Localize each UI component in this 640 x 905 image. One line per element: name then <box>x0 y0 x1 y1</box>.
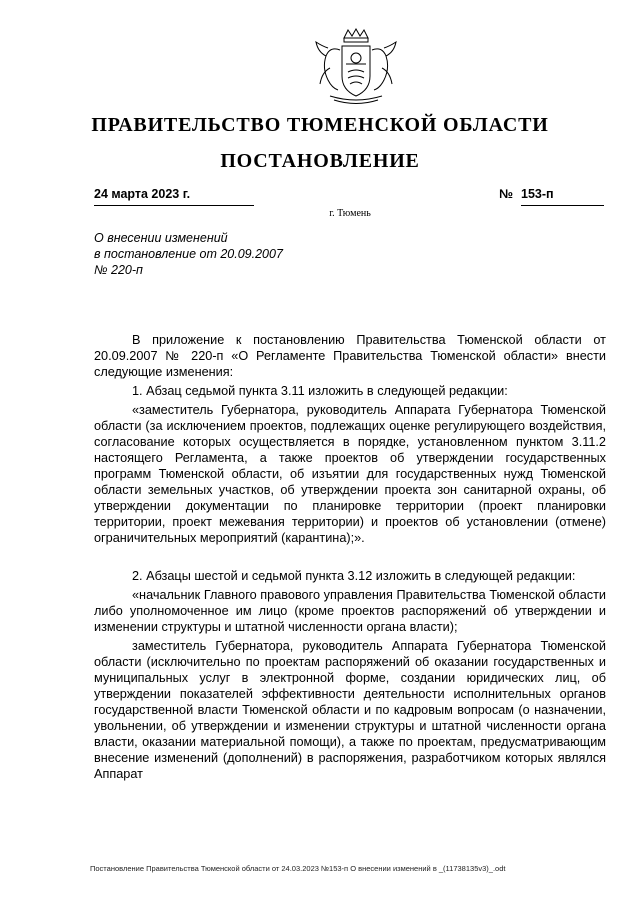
document-body <box>94 332 606 785</box>
document-subject <box>94 230 394 278</box>
coat-of-arms-icon <box>308 28 404 108</box>
city-label: г. Тюмень <box>329 208 371 219</box>
document-number: 153-п <box>521 187 604 206</box>
body-paragraph: заместитель Губернатора, руководитель Аппарата Губернатора Тюменской области (исключительно по проектам распоряжений об оказании государственных и муниципальных услуг в электронной форме, создании юридических лиц, об утверждении показателей эффективности деятельности исполнительных органов государственной власти Тюменской области и по кадровым вопросам (о назначении, увольнении, об утверждении и изменении структуры и штатной численности органа власти, оказании материальной помощи), а также по проектам, предусматривающим внесение изменений (дополнений) в распоряжения, разработчиком которых являлся Аппарат <box>94 639 606 781</box>
body-paragraph: «заместитель Губернатора, руководитель Аппарата Губернатора Тюменской области (за исключением проектов, подлежащих оценке регулирующего воздействия, согласование которых осуществляется в порядке, установленном пунктом 3.11.2 настоящего Регламента, а также проектов об утверждении государственных программ Тюменской области, об изъятии для государственных нужд Тюменской области земельных участков, об утверждении проекта зон санитарной охраны, об утверждении документации по планировке территории (проект планировки территории, проект межевания территории) и проектов об установлении (отмене) ограничительных мероприятий (карантина);». <box>94 403 606 545</box>
body-paragraph: «начальник Главного правового управления Правительства Тюменской области либо уполномоченное им лицо (кроме проектов распоряжений об утверждении и изменении структуры и штатной численности органа власти); <box>94 588 606 634</box>
organization-title: ПРАВИТЕЛЬСТВО ТЮМЕНСКОЙ ОБЛАСТИ <box>91 114 549 136</box>
subject-line: О внесении изменений <box>94 231 228 245</box>
document-number-block <box>499 187 604 205</box>
page-footer: Постановление Правительства Тюменской области от 24.03.2023 №153-п О внесении изменений в _(11738135v3)_.odt <box>90 864 506 873</box>
body-paragraph: 1. Абзац седьмой пункта 3.11 изложить в следующей редакции: <box>132 384 508 398</box>
subject-line: № 220-п <box>94 263 143 277</box>
subject-line: в постановление от 20.09.2007 <box>94 247 283 261</box>
body-paragraph: 2. Абзацы шестой и седьмой пункта 3.12 изложить в следующей редакции: <box>132 569 576 583</box>
body-paragraph: В приложение к постановлению Правительства Тюменской области от 20.09.2007 № 220-п «О Регламенте Правительства Тюменской области» внести следующие изменения: <box>94 333 606 379</box>
document-date: 24 марта 2023 г. <box>94 187 254 206</box>
number-sign: № <box>499 187 513 201</box>
document-type-title: ПОСТАНОВЛЕНИЕ <box>220 150 420 172</box>
